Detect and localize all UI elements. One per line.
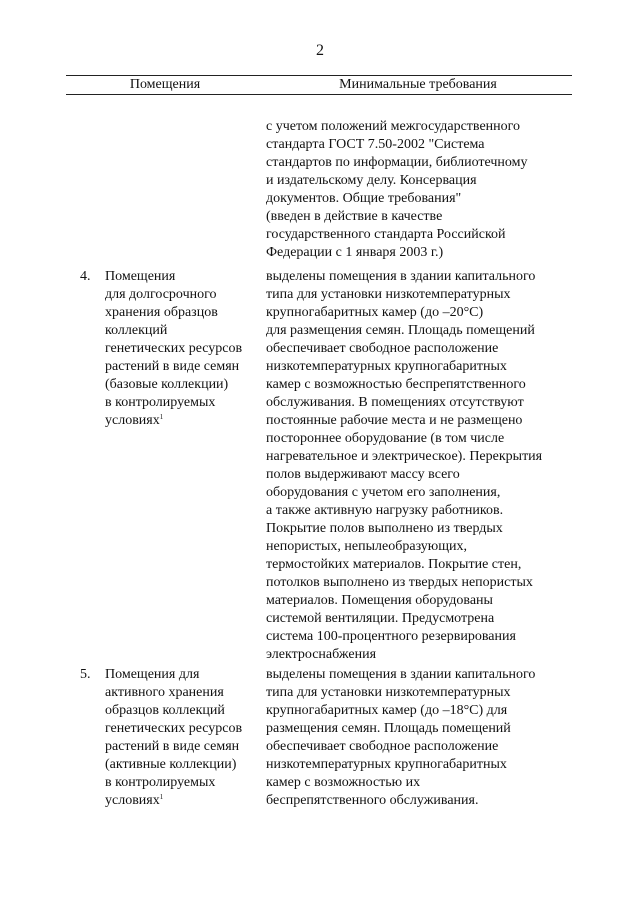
row-5-footnote-marker: 1: [159, 793, 164, 801]
row-5-number: 5.: [80, 667, 91, 682]
row-5-room-text: Помещения для активного хранения образцов коллекций генетических ресурсов растений в виде семян (активные коллекции) в контролируемых условиях: [105, 667, 243, 808]
row-4-room-text: Помещения для долгосрочного хранения образцов коллекций генетических ресурсов растений в виде семян (базовые коллекции) в контролируемых условиях: [105, 269, 243, 428]
row-5-requirements: выделены помещения в здании капитального типа для установки низкотемпературных крупногабаритных камер (до –18°C) для размещения семян. Площадь помещений обеспечивает свободное расположение низкотемпературных крупногабаритных камер с возможностью их беспрепятственного обслуживания.: [266, 667, 536, 808]
row-4-number: 4.: [80, 269, 91, 284]
row-4-room: [105, 268, 265, 430]
row-4-requirements: выделены помещения в здании капитального типа для установки низкотемпературных крупногабаритных камер (до –20°C) для размещения семян. Площадь помещений обеспечивает свободное расположение низкотемпературных крупногабаритных камер с возможностью беспрепятственного обслуживания. В помещениях отсутствуют постоянные рабочие места и не размещено постороннее оборудование (в том числе нагревательное и электрическое). Перекрытия полов выдерживают массу всего оборудования с учетом его заполнения, а также активную нагрузку работников. Покрытие полов выполнено из твердых непористых, непылеобразующих, термостойких материалов. Покрытие стен, потолков выполнено из твердых непористых материалов. Помещения оборудованы системой вентиляции. Предусмотрена система 100-процентного резервирования электроснабжения: [266, 269, 543, 662]
column-header-rooms: Помещения: [129, 77, 201, 92]
row-5-room: [105, 666, 265, 810]
column-header-requirements: Минимальные требования: [339, 77, 497, 92]
row-4-footnote-marker: 1: [159, 413, 164, 421]
continuation-requirements: с учетом положений межгосударственного стандарта ГОСТ 7.50-2002 "Система стандартов по информации, библиотечному и издательскому делу. Консервация документов. Общие требования" (введен в действие в качестве государственного стандарта Российской Федерации с 1 января 2003 г.): [266, 119, 528, 260]
page-number: 2: [316, 42, 324, 59]
table-header-bottom-rule: [66, 94, 572, 95]
